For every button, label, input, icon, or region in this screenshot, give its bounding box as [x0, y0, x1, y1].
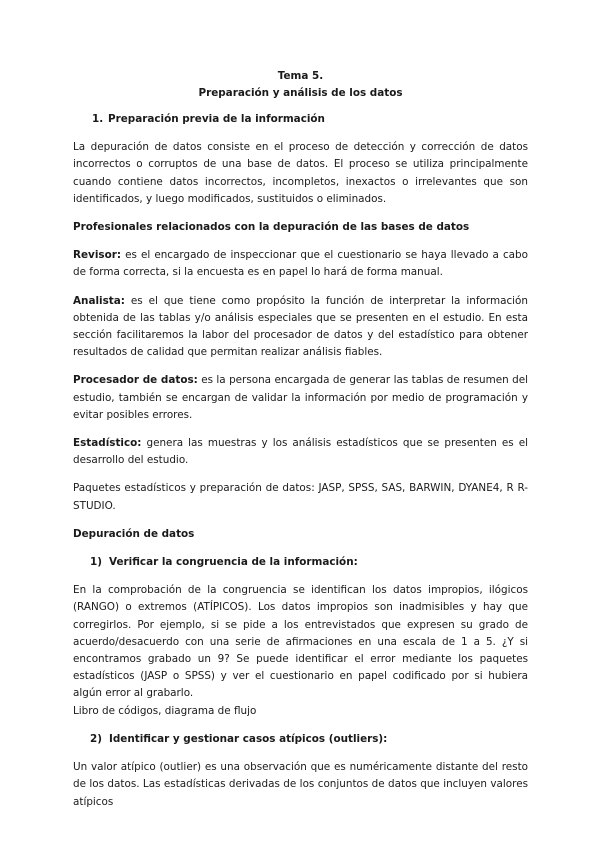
document-page [73, 68, 528, 811]
professional-term: Analista: [73, 294, 125, 307]
professional-description: es el encargado de inspeccionar que el cuestionario se haya llevado a cabo de forma correcta, si la encuesta es en papel lo hará de forma manual. [73, 249, 528, 279]
title-line-2: Preparación y análisis de los datos [198, 87, 403, 99]
professional-revisor [73, 247, 528, 281]
section-1-number: 1. [92, 113, 104, 125]
step-1-number: 1) [90, 556, 102, 569]
professional-term: Estadístico: [73, 437, 142, 450]
professional-estadistico [73, 435, 528, 469]
step-2-paragraph: Un valor atípico (outlier) es una observación que es numéricamente distante del resto de los datos. Las estadísticas derivadas de los conjuntos de datos que incluyen valores atípicos [73, 761, 528, 808]
step-1-heading-text: Verificar la congruencia de la información: [109, 556, 358, 569]
section-1-intro-paragraph: La depuración de datos consiste en el proceso de detección y corrección de datos incorrectos o corruptos de una base de datos. El proceso se utiliza principalmente cuando contiene datos incorrectos, incompletos, inexactos o irrelevantes que son identificados, y luego modificados, sustituidos o eliminados. [73, 141, 528, 205]
professional-term: Procesador de datos: [73, 374, 198, 387]
step-2-number: 2) [90, 732, 102, 745]
step-1-note: Libro de códigos, diagrama de flujo [73, 704, 257, 717]
step-1-heading [90, 554, 528, 571]
step-1-paragraph: En la comprobación de la congruencia se identifican los datos impropios, ilógicos (RANGO) o extremos (ATÍPICOS). Los datos impropios son inadmisibles y hay que corregirlos. Por ejemplo, si se pide a los entrevistados que expresen su grado de acuerdo/desacuerdo con una serie de afirmaciones en una escala de 1 a 5. ¿Y si encontramos grabado un 9? Se puede identificar el error mediante los paquetes estadísticos (JASP o SPSS) y ver el cuestionario en papel codificado por si hubiera algún error al grabarlo. [73, 584, 528, 700]
section-1-heading [92, 111, 528, 128]
professional-description: es el que tiene como propósito la función de interpretar la información obtenida de las tablas y/o análisis especiales que se presenten en el estudio. En esta sección facilitaremos la labor del procesador de datos y del estadístico para obtener resultados de calidad que permitan realizar análisis fiables. [73, 294, 528, 359]
professionals-heading: Profesionales relacionados con la depuración de las bases de datos [73, 221, 470, 234]
step-2-heading-text: Identificar y gestionar casos atípicos (outliers): [109, 732, 388, 745]
professional-description: genera las muestras y los análisis estadísticos que se presenten es el desarrollo del estudio. [73, 437, 528, 467]
document-title [73, 68, 528, 102]
professional-procesador [73, 372, 528, 424]
depuracion-heading: Depuración de datos [73, 527, 195, 540]
professional-description: es la persona encargada de generar las tablas de resumen del estudio, también se encargan de validar la información por medio de programación y evitar posibles errores. [73, 374, 528, 421]
professional-term: Revisor: [73, 249, 121, 262]
step-2-heading [90, 731, 528, 748]
statistical-packages-paragraph: Paquetes estadísticos y preparación de datos: JASP, SPSS, SAS, BARWIN, DYANE4, R R-STUDIO. [73, 482, 528, 512]
section-1-heading-text: Preparación previa de la información [108, 113, 325, 125]
professional-analista [73, 293, 528, 362]
title-line-1: Tema 5. [277, 70, 324, 82]
